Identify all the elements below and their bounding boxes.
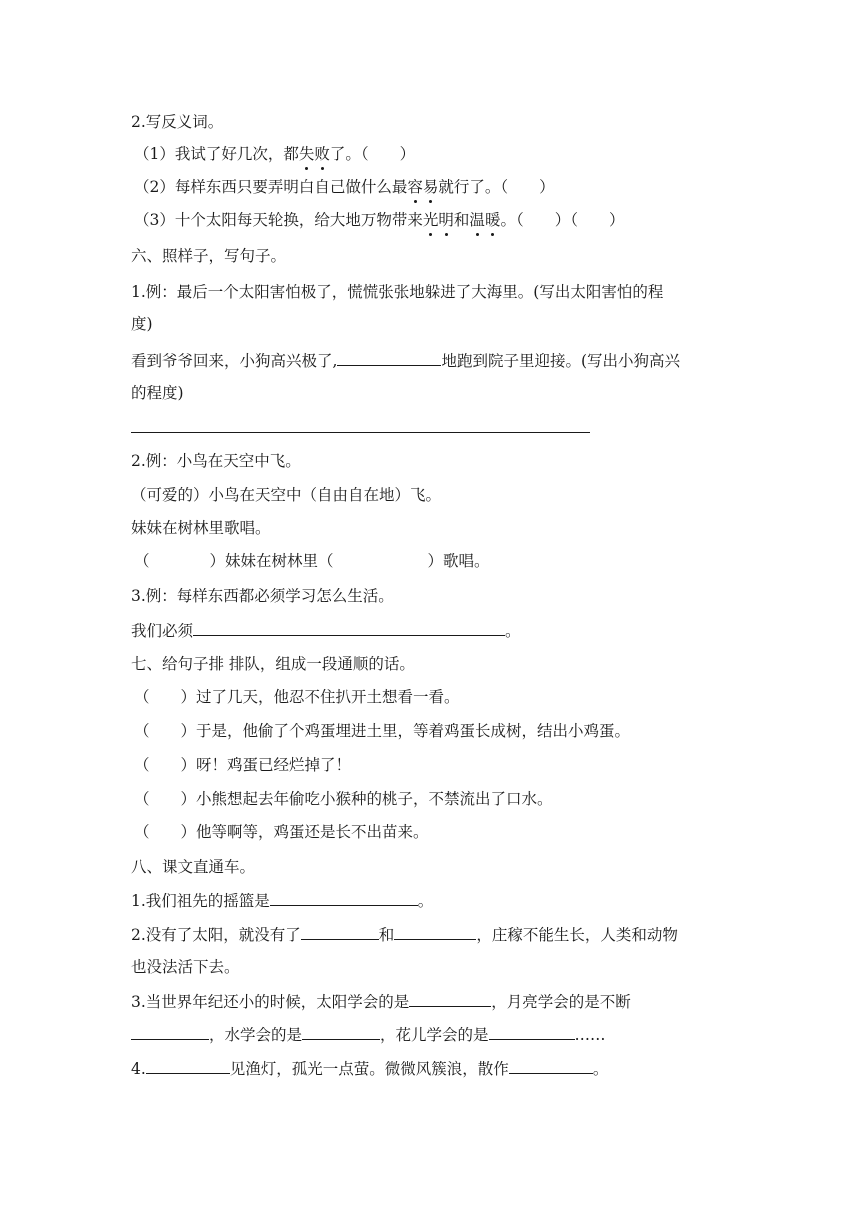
question-text: 3.当世界年纪还小的时候，太阳学会的是 xyxy=(131,993,410,1011)
answer-paren[interactable]: 了。（ ） xyxy=(329,145,416,163)
answer-paren[interactable]: 就行了。（ ） xyxy=(438,178,555,196)
antonym-question-title: 2.写反义词。 xyxy=(131,113,224,131)
answer-paren[interactable]: 。（ ）（ ） xyxy=(500,211,625,229)
question-text: ，水学会的是 xyxy=(209,1026,303,1044)
example-1-line-b: 度) xyxy=(131,315,153,333)
fill-blank[interactable] xyxy=(409,991,491,1007)
order-item[interactable]: （ ）小熊想起去年偷吃小猴种的桃子，不禁流出了口水。 xyxy=(134,790,553,808)
recall-q3 xyxy=(131,991,631,1012)
emphasis-char: 暖 xyxy=(484,211,501,229)
fill-blank[interactable] xyxy=(394,924,476,940)
example-3: 3.例：每样东西都必须学习怎么生活。 xyxy=(131,587,394,605)
recall-q1 xyxy=(131,890,433,911)
recall-q2-b: 也没法活下去。 xyxy=(131,958,240,976)
antonym-item-3 xyxy=(134,210,624,230)
example-1-question xyxy=(131,350,680,371)
example-2-fill xyxy=(134,551,490,571)
answer-line[interactable] xyxy=(131,432,590,433)
question-text: 。 xyxy=(505,622,521,640)
fill-blank[interactable] xyxy=(146,1058,230,1074)
question-text: 4. xyxy=(131,1060,146,1078)
question-text: 我们必须 xyxy=(131,622,194,640)
section-8-heading: 八、课文直通车。 xyxy=(131,858,256,876)
question-text: 。 xyxy=(417,892,434,910)
emphasis-char: 光 xyxy=(422,211,439,229)
antonym-item-1-text: （1）我试了好几次，都 xyxy=(134,145,299,163)
fill-blank[interactable] xyxy=(131,1024,209,1040)
example-2: 2.例：小鸟在天空中飞。 xyxy=(131,452,301,470)
order-item[interactable]: （ ）他等啊等，鸡蛋还是长不出苗来。 xyxy=(134,823,429,841)
question-text: 2.没有了太阳，就没有了 xyxy=(131,926,301,944)
fill-text: ）妹妹在树林里（ xyxy=(209,552,334,570)
recall-q3-b xyxy=(131,1024,606,1045)
emphasis-char: 明 xyxy=(438,211,454,229)
order-item[interactable]: （ ）于是，他偷了个鸡蛋埋进土里，等着鸡蛋长成树，结出小鸡蛋。 xyxy=(134,722,631,740)
connector-text: 和 xyxy=(453,211,470,229)
emphasis-char: 易 xyxy=(422,178,439,196)
recall-q2 xyxy=(131,924,678,945)
question-text: 看到爷爷回来，小狗高兴极了, xyxy=(131,352,338,370)
emphasis-char: 容 xyxy=(407,178,423,196)
emphasis-char: 失 xyxy=(298,145,315,163)
fill-blank[interactable] xyxy=(337,350,441,366)
antonym-item-3-text: （3）十个太阳每天轮换，给大地万物带来 xyxy=(134,211,423,229)
question-text: ，庄稼不能生长，人类和动物 xyxy=(476,926,678,944)
fill-blank[interactable] xyxy=(301,924,379,940)
emphasis-char: 温 xyxy=(469,211,485,229)
antonym-item-1 xyxy=(134,144,415,164)
question-text: 见渔灯，孤光一点萤。微微风簇浪，散作 xyxy=(229,1060,509,1078)
order-item[interactable]: （ ）过了几天，他忍不住扒开土想看一看。 xyxy=(134,688,460,706)
fill-text: ）歌唱。 xyxy=(427,552,490,570)
question-text: 和 xyxy=(378,926,395,944)
order-item[interactable]: （ ）呀！鸡蛋已经烂掉了！ xyxy=(134,756,352,774)
question-text: 1.我们祖先的摇篮是 xyxy=(131,892,270,910)
example-2-question: 妹妹在树林里歌唱。 xyxy=(131,519,271,537)
fill-blank[interactable] xyxy=(509,1058,593,1074)
example-1-question-b: 的程度) xyxy=(131,384,184,402)
question-text: ，花儿学会的是 xyxy=(380,1026,489,1044)
antonym-item-2-text: （2）每样东西只要弄明白自己做什么最 xyxy=(134,178,408,196)
question-text: 。 xyxy=(592,1060,609,1078)
example-2-sample: （可爱的）小鸟在天空中（自由自在地）飞。 xyxy=(131,486,442,504)
antonym-item-2 xyxy=(134,177,555,197)
recall-q4 xyxy=(131,1058,608,1079)
example-3-question xyxy=(131,620,521,641)
paren-open: （ xyxy=(134,552,150,570)
section-6-heading: 六、照样子，写句子。 xyxy=(131,247,287,265)
question-text: ，月亮学会的是不断 xyxy=(491,993,631,1011)
section-7-heading: 七、给句子排 排队，组成一段通顺的话。 xyxy=(131,655,415,673)
question-text: 地跑到院子里迎接。(写出小狗高兴 xyxy=(441,352,680,370)
fill-blank[interactable] xyxy=(302,1024,380,1040)
fill-blank[interactable] xyxy=(489,1024,575,1040)
emphasis-char: 败 xyxy=(314,145,330,163)
example-1-line-a: 1.例：最后一个太阳害怕极了，慌慌张张地躲进了大海里。(写出太阳害怕的程 xyxy=(131,283,664,301)
fill-blank[interactable] xyxy=(270,890,418,906)
question-text: …… xyxy=(574,1026,606,1044)
fill-blank[interactable] xyxy=(193,620,505,636)
